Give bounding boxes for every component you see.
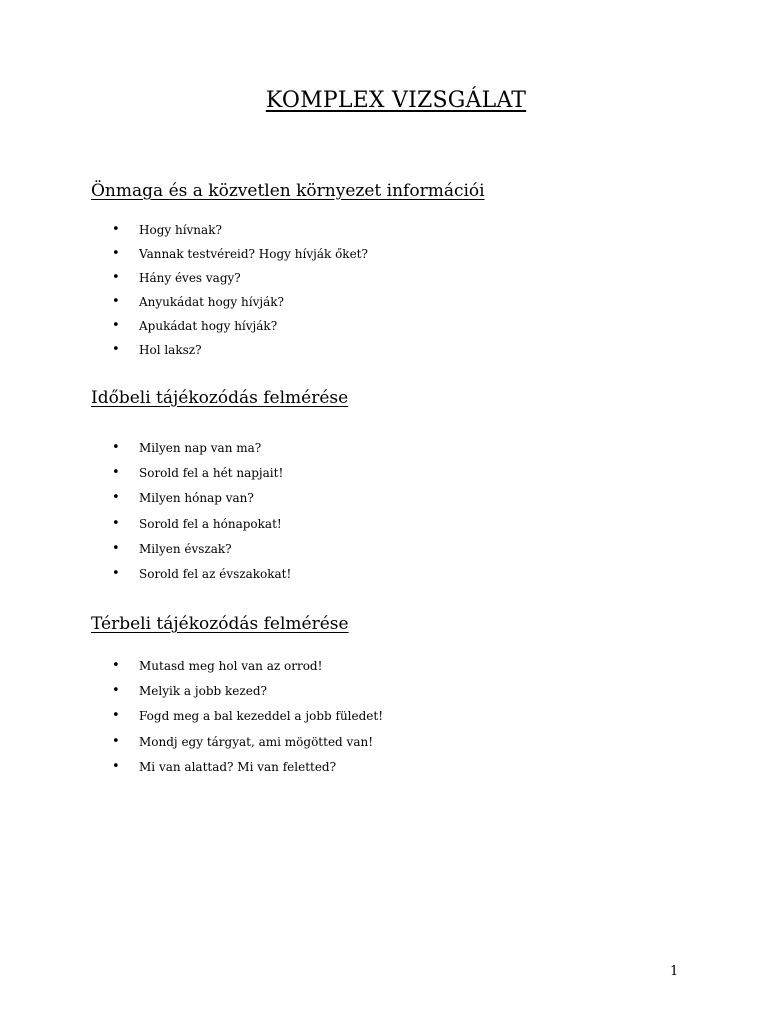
section-heading-time-orientation: Időbeli tájékozódás felmérése <box>91 388 349 408</box>
bullet-icon: • <box>112 658 120 673</box>
bullet-icon: • <box>112 758 120 774</box>
bullet-icon: • <box>112 733 120 749</box>
question-text: Hány éves vagy? <box>139 271 241 285</box>
bullet-icon: • <box>112 708 120 724</box>
bullet-icon: • <box>112 342 120 357</box>
question-text: Melyik a jobb kezed? <box>139 684 267 699</box>
question-text: Milyen hónap van? <box>139 491 254 506</box>
bullet-icon: • <box>112 440 120 455</box>
bullet-icon: • <box>112 222 120 237</box>
question-text: Vannak testvéreid? Hogy hívják őket? <box>139 247 368 261</box>
question-text: Sorold fel a hónapokat! <box>139 516 282 531</box>
page-number: 1 <box>670 964 679 979</box>
question-text: Sorold fel a hét napjait! <box>139 466 284 481</box>
bullet-icon: • <box>112 465 120 481</box>
bullet-icon: • <box>112 490 120 506</box>
bullet-icon: • <box>112 294 120 309</box>
section-heading-spatial-orientation: Térbeli tájékozódás felmérése <box>91 614 349 634</box>
question-text: Sorold fel az évszakokat! <box>139 566 292 581</box>
bullet-icon: • <box>112 246 120 261</box>
question-text: Milyen évszak? <box>139 541 232 556</box>
question-text: Hol laksz? <box>139 343 202 357</box>
question-text: Mi van alattad? Mi van feletted? <box>139 759 337 774</box>
bullet-icon: • <box>112 515 120 531</box>
question-text: Milyen nap van ma? <box>139 441 262 455</box>
section-heading-personal-info: Önmaga és a közvetlen környezet információi <box>91 181 485 201</box>
question-text: Anyukádat hogy hívják? <box>139 295 284 309</box>
bullet-icon: • <box>112 565 120 581</box>
bullet-icon: • <box>112 318 120 333</box>
bullet-icon: • <box>112 540 120 556</box>
bullet-icon: • <box>112 270 120 285</box>
question-text: Hogy hívnak? <box>139 223 222 237</box>
question-text: Mutasd meg hol van az orrod! <box>139 659 323 673</box>
bullet-icon: • <box>112 683 120 699</box>
question-text: Mondj egy tárgyat, ami mögötted van! <box>139 734 374 749</box>
page-title: KOMPLEX VIZSGÁLAT <box>265 88 527 113</box>
question-text: Apukádat hogy hívják? <box>139 319 278 333</box>
question-text: Fogd meg a bal kezeddel a jobb füledet! <box>139 709 384 724</box>
